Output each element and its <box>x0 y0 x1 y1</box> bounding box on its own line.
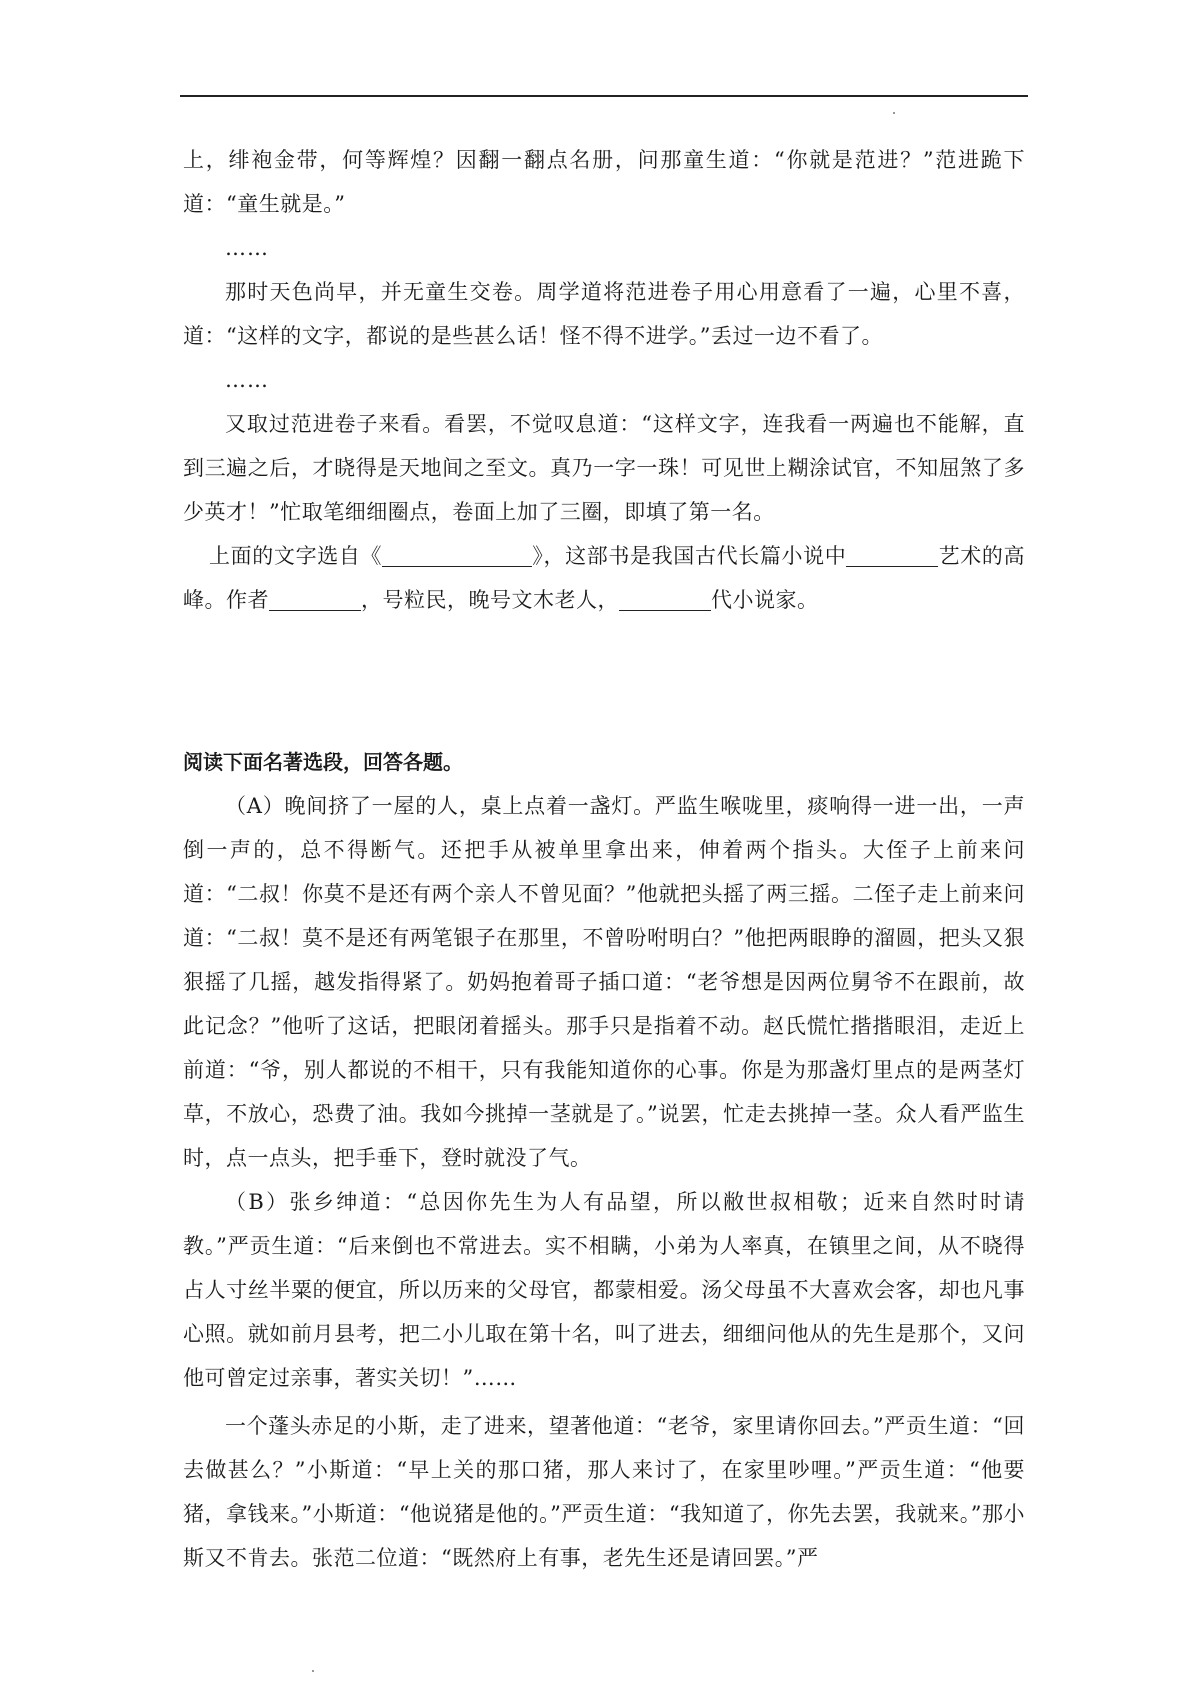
ellipsis: …… <box>225 368 269 392</box>
passage-c: 一个蓬头赤足的小斯，走了进来，望著他道：“老爷，家里请你回去。”严贡生道：“回去做甚么？”小斯道：“早上关的那口猪，那人来讨了，在家里吵哩。”严贡生道：“他要猪，拿钱来。”小斯道：“他说猪是他的。”严贡生道：“我知道了，你先去罢，我就来。”那小斯又不肯去。张范二位道：“既然府上有事，老先生还是请回罢。”严 <box>183 1414 1025 1570</box>
question-text: 》，这部书是我国古代长篇小说中 <box>532 544 847 568</box>
passage-line: 上，绯袍金带，何等辉煌？因翻一翻点名册，问那童生道：“你就是范进？”范进跪下道：“童生就是。” <box>183 148 1025 216</box>
passage-paragraph: 又取过范进卷子来看。看罢，不觉叹息道：“这样文字，连我看一两遍也不能解，直到三遍之后，才晓得是天地间之至文。真乃一字一珠！可见世上糊涂试官，不知屈煞了多少英才！”忙取笔细细圈点，卷面上加了三圈，即填了第一名。 <box>183 412 1025 524</box>
question-text: 上面的文字选自《 <box>209 544 383 568</box>
question-text: 代小说家。 <box>711 588 819 612</box>
ellipsis: …… <box>225 236 269 260</box>
scan-speck <box>312 1670 314 1672</box>
answer-blank-genre[interactable] <box>846 542 938 567</box>
answer-blank-author[interactable] <box>269 586 361 611</box>
passage-a: （A）晚间挤了一屋的人，桌上点着一盏灯。严监生喉咙里，痰响得一进一出，一声倒一声的，总不得断气。还把手从被单里拿出来，伸着两个指头。大侄子上前来问道：“二叔！你莫不是还有两个亲人不曾见面？”他就把头摇了两三摇。二侄子走上前来问道：“二叔！莫不是还有两笔银子在那里，不曾吩咐明白？”他把两眼睁的溜圆，把头又狠狠摇了几摇，越发指得紧了。奶妈抱着哥子插口道：“老爷想是因两位舅爷不在跟前，故此记念？”他听了这话，把眼闭着摇头。那手只是指着不动。赵氏慌忙揩揩眼泪，走近上前道：“爷，别人都说的不相干，只有我能知道你的心事。你是为那盏灯里点的是两茎灯草，不放心，恐费了油。我如今挑掉一茎就是了。”说罢，忙走去挑掉一茎。众人看严监生时，点一点头，把手垂下，登时就没了气。 <box>183 794 1025 1170</box>
answer-blank-book-title[interactable] <box>382 542 532 567</box>
passage-paragraph: 那时天色尚早，并无童生交卷。周学道将范进卷子用心用意看了一遍，心里不喜，道：“这样的文字，都说的是些甚么话！怪不得不进学。”丢过一边不看了。 <box>183 280 1025 348</box>
question-text: 艺术的高峰。作者 <box>183 544 1026 612</box>
question-text: ，号粒民，晚号文木老人， <box>361 588 619 612</box>
document-body <box>183 138 1025 1580</box>
passage-b: （B）张乡绅道：“总因你先生为人有品望，所以敝世叔相敬；近来自然时时请教。”严贡生道：“后来倒也不常进去。实不相瞒，小弟为人率真，在镇里之间，从不晓得占人寸丝半粟的便宜，所以历来的父母官，都蒙相爱。汤父母虽不大喜欢会客，却也凡事心照。就如前月县考，把二小儿取在第十名，叫了进去，细细问他从的先生是那个，又问他可曾定过亲事，著实关切！”…… <box>183 1190 1025 1390</box>
section-title: 阅读下面名著选段，回答各题。 <box>183 750 463 774</box>
question-fill-blank <box>183 534 1025 622</box>
answer-blank-dynasty[interactable] <box>619 586 711 611</box>
scan-speck <box>893 112 895 114</box>
spacer <box>183 622 1025 740</box>
header-rule <box>180 95 1028 97</box>
